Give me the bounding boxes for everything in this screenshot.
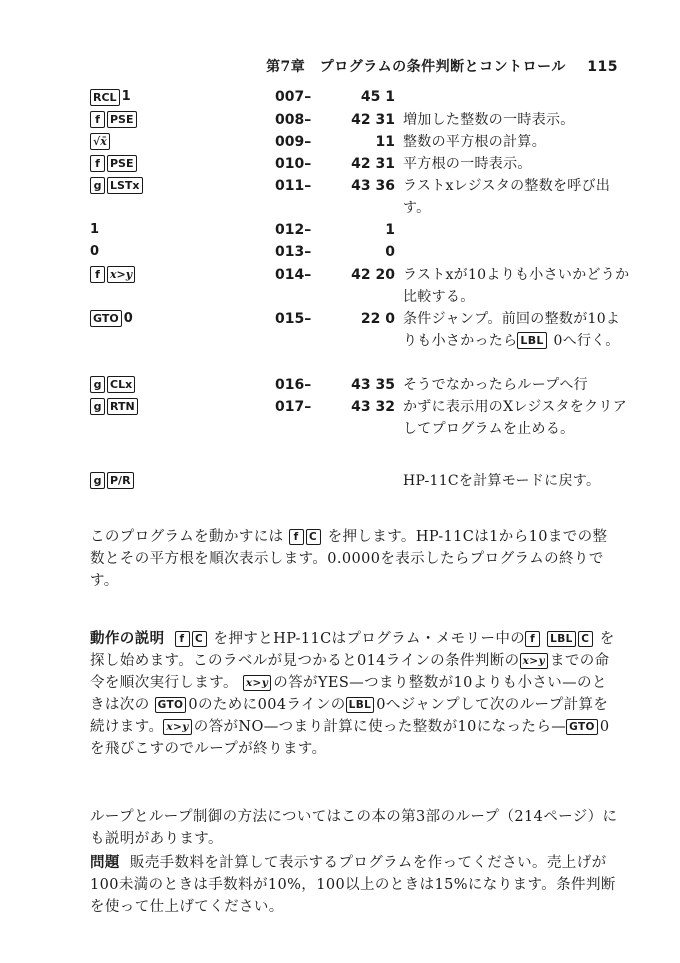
key-code: 11 [375,133,395,150]
description: 増加した整数の一時表示。 [403,111,575,128]
para2-text-d: の答がYES—つまり整数が10よりも小さい—のときは次の [90,675,607,713]
key-cap: RCL [90,89,120,106]
operation-heading: 動作の説明 [90,631,165,647]
key-cap: GTO [90,310,122,327]
key-code: 43 35 [351,376,395,393]
page-number: 115 [587,59,618,75]
keystroke-cell [90,175,275,197]
key-f: f [289,529,304,545]
key-lbl: LBL [517,332,546,349]
problem-heading: 問題 [90,855,120,871]
line-number: 017– [275,398,312,415]
key-cap: PSE [107,155,137,172]
key-code: 0 [385,244,395,260]
para2-text-f: 0へジャンプして次のループ計算を続けます。 [90,697,609,735]
key-code: 1 [385,221,395,238]
listing-row [90,131,630,153]
keystroke-cell [90,131,275,153]
key-x-gt-y: x>y [243,675,271,691]
key-cap: x>y [107,266,135,283]
keystroke-cell [90,374,275,396]
program-listing [90,86,630,492]
key-f: f [525,631,540,647]
key-code: 45 1 [360,89,395,105]
listing-row [90,153,630,175]
line-number: 007– [275,89,312,105]
page-header [90,56,618,76]
key-code: 43 32 [351,398,395,415]
key-lbl: LBL [346,697,375,713]
para1-text-a: このプログラムを動かすには [90,529,284,545]
key-cap: g [90,398,105,415]
key-cap: PSE [107,111,137,128]
para2-text-h: 0を飛びこすのでループが終ります。 [90,719,610,757]
key-cap: f [90,155,105,172]
listing-row [90,396,630,462]
listing-row [90,264,630,308]
description: 条件ジャンプ。前回の整数が10よりも小さかったら LBL 0へ行く。 [403,310,621,349]
key-code: 22 0 [360,310,395,327]
description: ラストxが10よりも小さいかどうか比較する。 [403,266,630,305]
description: 平方根の一時表示。 [403,155,532,172]
key-cap: g [90,472,105,489]
keystroke-cell [90,470,275,492]
listing-row [90,219,630,242]
key-value: 1 [90,221,100,237]
para2-text-g: の答がNO—つまり計算に使った整数が10になったら— [193,719,567,735]
keystroke-cell [90,86,275,109]
key-cap: f [90,266,105,283]
key-cap: P/R [107,472,134,489]
line-number: 015– [275,310,312,327]
key-code: 43 36 [351,177,395,194]
description: そうでなかったらループへ行 [403,376,588,393]
para2-text-c: までの命令を順次実行します。 [90,653,610,691]
line-number: 012– [275,221,312,238]
key-code: 42 31 [351,155,395,172]
paragraph-operation [90,628,618,760]
line-number: 008– [275,111,312,128]
key-x-gt-y: x>y [520,653,548,669]
keystroke-cell [90,109,275,131]
listing-row [90,241,630,264]
key-gto: GTO [566,719,598,735]
description: HP-11Cを計算モードに戻す。 [403,472,601,489]
key-c: C [306,529,321,545]
listing-row [90,374,630,396]
paragraph-problem [90,852,618,918]
listing-row [90,470,630,492]
paragraph-loop-reference [90,806,618,850]
key-c: C [578,631,593,647]
keystroke-cell [90,153,275,175]
key-cap: LSTx [107,177,143,194]
key-cap: g [90,177,105,194]
key-cap: CLx [107,376,135,393]
para2-text-e: 0のために004ラインの [188,697,346,713]
key-value: 0 [90,244,100,259]
line-number: 009– [275,133,312,150]
listing-row [90,175,630,219]
key-value: 0 [123,310,133,326]
keystroke-cell [90,219,275,242]
key-cap: √x̄ [90,133,110,150]
key-code: 42 31 [351,111,395,128]
key-cap: g [90,376,105,393]
problem-text: 販売手数料を計算して表示するプログラムを作ってください。売上げが100未満のときは手数料が10%，100以上のときは15%になります。条件判断を使って仕上げてください。 [90,855,616,915]
para2-text-a: を押すとHP-11Cはプログラム・メモリー中の [213,631,526,647]
line-number: 010– [275,155,312,172]
key-x-gt-y: x>y [163,719,191,735]
key-gto: GTO [155,697,187,713]
description: ラストxレジスタの整数を呼び出す。 [403,177,611,216]
listing-row [90,86,630,109]
listing-row [90,109,630,131]
key-lbl: LBL [547,631,576,647]
key-cap: f [90,111,105,128]
key-cap: RTN [107,398,138,415]
listing-row [90,308,630,374]
line-number: 014– [275,266,312,283]
key-c: C [192,631,207,647]
line-number: 013– [275,244,312,260]
description: 整数の平方根の計算。 [403,133,546,150]
line-number: 011– [275,177,312,194]
keystroke-cell [90,264,275,286]
paragraph-run-program [90,526,618,592]
line-number: 016– [275,376,312,393]
keystroke-cell [90,241,275,264]
para2-text-b: を探し始めます。このラベルが見つかると014ラインの条件判断の [90,631,615,669]
description: かずに表示用のXレジスタをクリアしてプログラムを止める。 [403,398,627,437]
loop-reference-text: ループとループ制御の方法についてはこの本の第3部のループ（214ページ）にも説明があります。 [90,809,618,847]
para1-text-b: を押します。HP-11Cは1から10までの整数とその平方根を順次表示します。0.0000を表示したらプログラムの終りです。 [90,529,608,589]
chapter-title: 第7章 プログラムの条件判断とコントロール [266,59,566,75]
keystroke-cell [90,396,275,418]
key-value: 1 [121,89,131,104]
key-code: 42 20 [351,266,395,283]
keystroke-cell [90,308,275,331]
key-f: f [175,631,190,647]
